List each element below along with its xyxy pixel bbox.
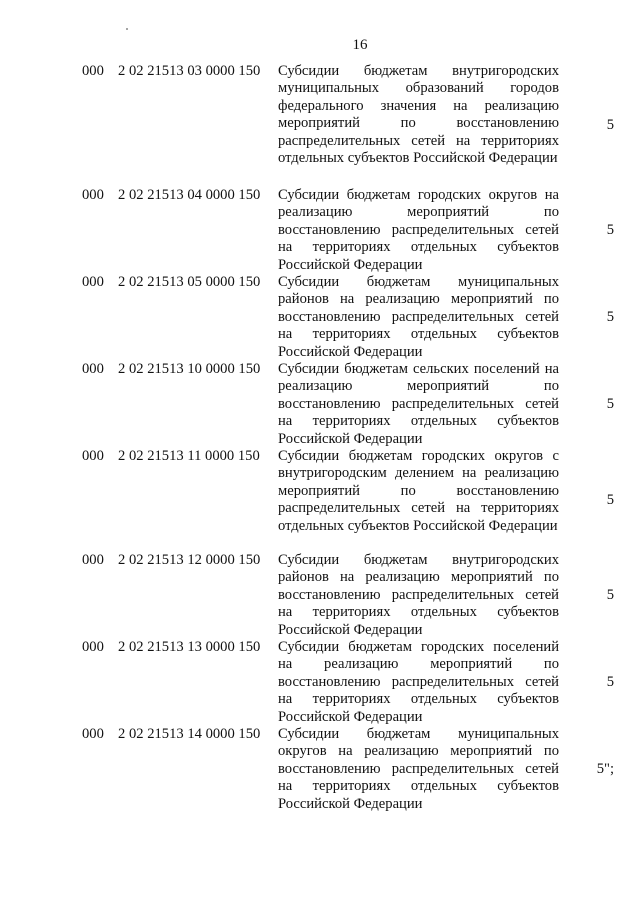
table-row [0, 63, 640, 187]
revenue-name: Субсидии бюджетам городских округов с внутригородским делением на реализацию мероприятий по восстановлению распределительных сетей на территориях отдельных субъектов Российской Федерации [278, 448, 559, 534]
norm-value: 5 [606, 492, 614, 508]
norm-value: 5 [606, 587, 614, 603]
admin-code: 000 [82, 726, 104, 742]
scan-speck [126, 28, 128, 30]
budget-classification-code: 2 02 21513 14 0000 150 [118, 726, 261, 742]
budget-classification-code: 2 02 21513 03 0000 150 [118, 63, 261, 79]
admin-code: 000 [82, 274, 104, 290]
revenue-table [0, 63, 640, 813]
norm-value: 5 [606, 396, 614, 412]
table-row [0, 448, 640, 552]
table-row [0, 639, 640, 726]
page-number: 16 [352, 37, 368, 53]
revenue-name: Субсидии бюджетам муниципальных округов на реализацию мероприятий по восстановлению распределительных сетей на территориях отдельных субъектов Российской Федерации [278, 726, 559, 812]
norm-value: 5 [606, 674, 614, 690]
norm-value: 5"; [596, 761, 614, 777]
admin-code: 000 [82, 63, 104, 79]
revenue-name: Субсидии бюджетам внутригородских районов на реализацию мероприятий по восстановлению распределительных сетей на территориях отдельных субъектов Российской Федерации [278, 552, 559, 638]
table-row [0, 361, 640, 448]
norm-value: 5 [606, 117, 614, 133]
table-row [0, 187, 640, 274]
table-row [0, 726, 640, 813]
admin-code: 000 [82, 552, 104, 568]
revenue-name: Субсидии бюджетам городских округов на реализацию мероприятий по восстановлению распределительных сетей на территориях отдельных субъектов Российской Федерации [278, 187, 559, 273]
revenue-name: Субсидии бюджетам муниципальных районов на реализацию мероприятий по восстановлению распределительных сетей на территориях отдельных субъектов Российской Федерации [278, 274, 559, 360]
revenue-name: Субсидии бюджетам сельских поселений на реализацию мероприятий по восстановлению распределительных сетей на территориях отдельных субъектов Российской Федерации [278, 361, 559, 447]
budget-classification-code: 2 02 21513 11 0000 150 [118, 448, 260, 464]
revenue-name: Субсидии бюджетам городских поселений на реализацию мероприятий по восстановлению распределительных сетей на территориях отдельных субъектов Российской Федерации [278, 639, 559, 725]
norm-value: 5 [606, 309, 614, 325]
norm-value: 5 [606, 222, 614, 238]
budget-classification-code: 2 02 21513 12 0000 150 [118, 552, 261, 568]
budget-classification-code: 2 02 21513 10 0000 150 [118, 361, 261, 377]
admin-code: 000 [82, 448, 104, 464]
admin-code: 000 [82, 187, 104, 203]
budget-classification-code: 2 02 21513 04 0000 150 [118, 187, 261, 203]
admin-code: 000 [82, 361, 104, 377]
admin-code: 000 [82, 639, 104, 655]
budget-classification-code: 2 02 21513 13 0000 150 [118, 639, 261, 655]
revenue-name: Субсидии бюджетам внутригородских муниципальных образований городов федерального значения на реализацию мероприятий по восстановлению распределительных сетей на территориях отдельных субъектов Российской Федерации [278, 63, 559, 167]
budget-classification-code: 2 02 21513 05 0000 150 [118, 274, 261, 290]
table-row [0, 552, 640, 639]
table-row [0, 274, 640, 361]
